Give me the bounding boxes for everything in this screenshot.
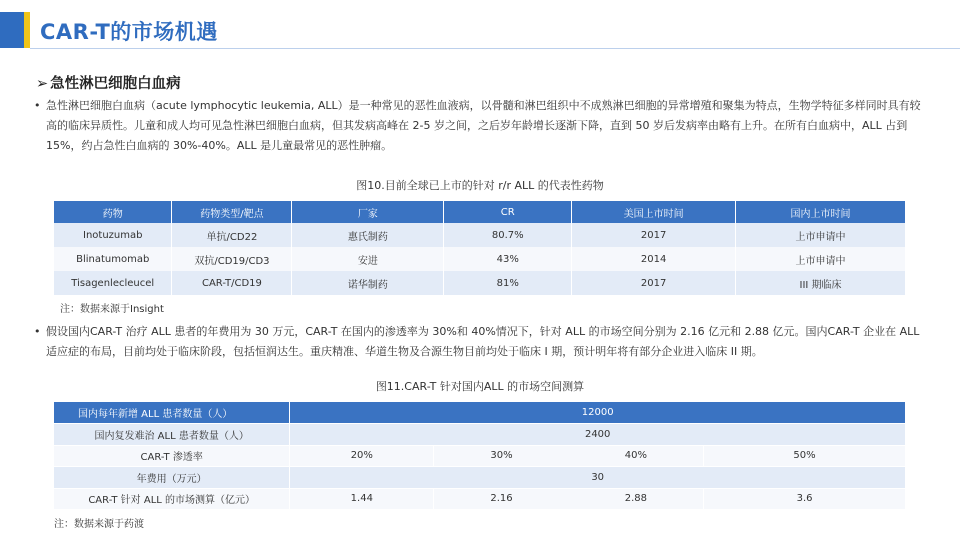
column-header: 厂家	[292, 201, 444, 223]
figure10-source-note: 注：数据来源于Insight	[60, 304, 164, 315]
page-title: CAR-T的市场机遇	[40, 20, 218, 44]
figure10-caption: 图10.目前全球已上市的针对 r/r ALL 的代表性药物	[356, 179, 604, 192]
table-row	[54, 247, 906, 271]
section-title	[36, 72, 181, 93]
paragraph-all-intro	[34, 96, 926, 156]
paragraph-text: 假设国内CAR-T 治疗 ALL 患者的年费用为 30 万元，CAR-T 在国内的渗透率为 30%和 40%情况下，针对 ALL 的市场空间分别为 2.16 亿元和 2.88 亿元。国内CAR-T 企业在 ALL 适应症的布局，目前均处于临床阶段，包括恒润达生。重庆精准、华道生物及合源生物目前均处于临床 I 期，预计明年将有部分企业进入临床 II 期。	[46, 325, 920, 358]
table-cell: Inotuzumab	[54, 223, 172, 247]
table-cell: 50%	[704, 445, 906, 467]
table-cell: 上市申请中	[736, 223, 906, 247]
figure11-source-note: 注：数据来源于药渡	[54, 519, 144, 530]
table-cell-pair	[434, 445, 704, 467]
bullet-icon: •	[34, 325, 41, 338]
table-cell: 上市申请中	[736, 247, 906, 271]
table-cell: 2017	[572, 223, 736, 247]
drugs-table	[54, 201, 906, 295]
table-row	[54, 467, 906, 489]
table-cell: 3.6	[704, 488, 906, 510]
column-header: CR	[444, 201, 572, 223]
section-title-text: 急性淋巴细胞白血病	[50, 76, 181, 92]
column-header: 药物类型/靶点	[172, 201, 292, 223]
paragraph-market-estimate	[34, 322, 926, 362]
table-cell: 单抗/CD22	[172, 223, 292, 247]
table-cell: 2014	[572, 247, 736, 271]
table-cell: Blinatumomab	[54, 247, 172, 271]
figure11-caption: 图11.CAR-T 针对国内ALL 的市场空间测算	[375, 380, 585, 393]
market-estimate-table	[54, 402, 906, 510]
table-cell: 12000	[290, 402, 906, 424]
column-header: 美国上市时间	[572, 201, 736, 223]
table-cell: 80.7%	[444, 223, 572, 247]
table-cell: 30	[290, 467, 906, 489]
table-cell: Tisagenlecleucel	[54, 271, 172, 295]
table-cell: 惠氏制药	[292, 223, 444, 247]
arrow-bullet-icon: ➢	[36, 76, 49, 92]
table-cell: 2.88	[624, 493, 647, 505]
row-label: 年费用（万元）	[54, 467, 290, 489]
table-cell: 2017	[572, 271, 736, 295]
header-divider	[30, 48, 960, 49]
table-cell: 43%	[444, 247, 572, 271]
table-cell: 40%	[624, 450, 647, 462]
table-cell: 诺华制药	[292, 271, 444, 295]
table-row	[54, 223, 906, 247]
column-header: 国内上市时间	[736, 201, 906, 223]
row-label: 国内复发难治 ALL 患者数量（人）	[54, 424, 290, 446]
table-cell: 30%	[490, 450, 513, 462]
row-label: CAR-T 针对 ALL 的市场测算（亿元）	[54, 488, 290, 510]
row-label: 国内每年新增 ALL 患者数量（人）	[54, 402, 290, 424]
table-cell: 双抗/CD19/CD3	[172, 247, 292, 271]
table-row	[54, 271, 906, 295]
table-row	[54, 424, 906, 446]
table-cell: 81%	[444, 271, 572, 295]
header-accent-yellow	[24, 12, 30, 48]
table-cell: 20%	[290, 445, 434, 467]
table-cell: 安进	[292, 247, 444, 271]
table-cell-pair	[434, 488, 704, 510]
header-accent-blue	[0, 12, 24, 48]
table-row	[54, 445, 906, 467]
table-header-row	[54, 201, 906, 223]
table-row	[54, 488, 906, 510]
paragraph-text: 急性淋巴细胞白血病（acute lymphocytic leukemia, ALL）是一种常见的恶性血液病，以骨髓和淋巴组织中不成熟淋巴细胞的异常增殖和聚集为特点，生物学特征多样同时具有较高的临床异质性。儿童和成人均可见急性淋巴细胞白血病，但其发病高峰在 2-5 岁之间，之后岁年龄增长逐渐下降，直到 50 岁后发病率由略有上升。在所有白血病中，ALL 占到 15%，约占急性白血病的 30%-40%。ALL 是儿童最常见的恶性肿瘤。	[46, 99, 921, 152]
table-cell: III 期临床	[736, 271, 906, 295]
table-cell: 2.16	[490, 493, 513, 505]
table-row	[54, 402, 906, 424]
slide-header	[0, 0, 960, 56]
row-label: CAR-T 渗透率	[54, 445, 290, 467]
bullet-icon: •	[34, 99, 41, 112]
table-cell: 1.44	[290, 488, 434, 510]
table-cell: CAR-T/CD19	[172, 271, 292, 295]
column-header: 药物	[54, 201, 172, 223]
table-cell: 2400	[290, 424, 906, 446]
